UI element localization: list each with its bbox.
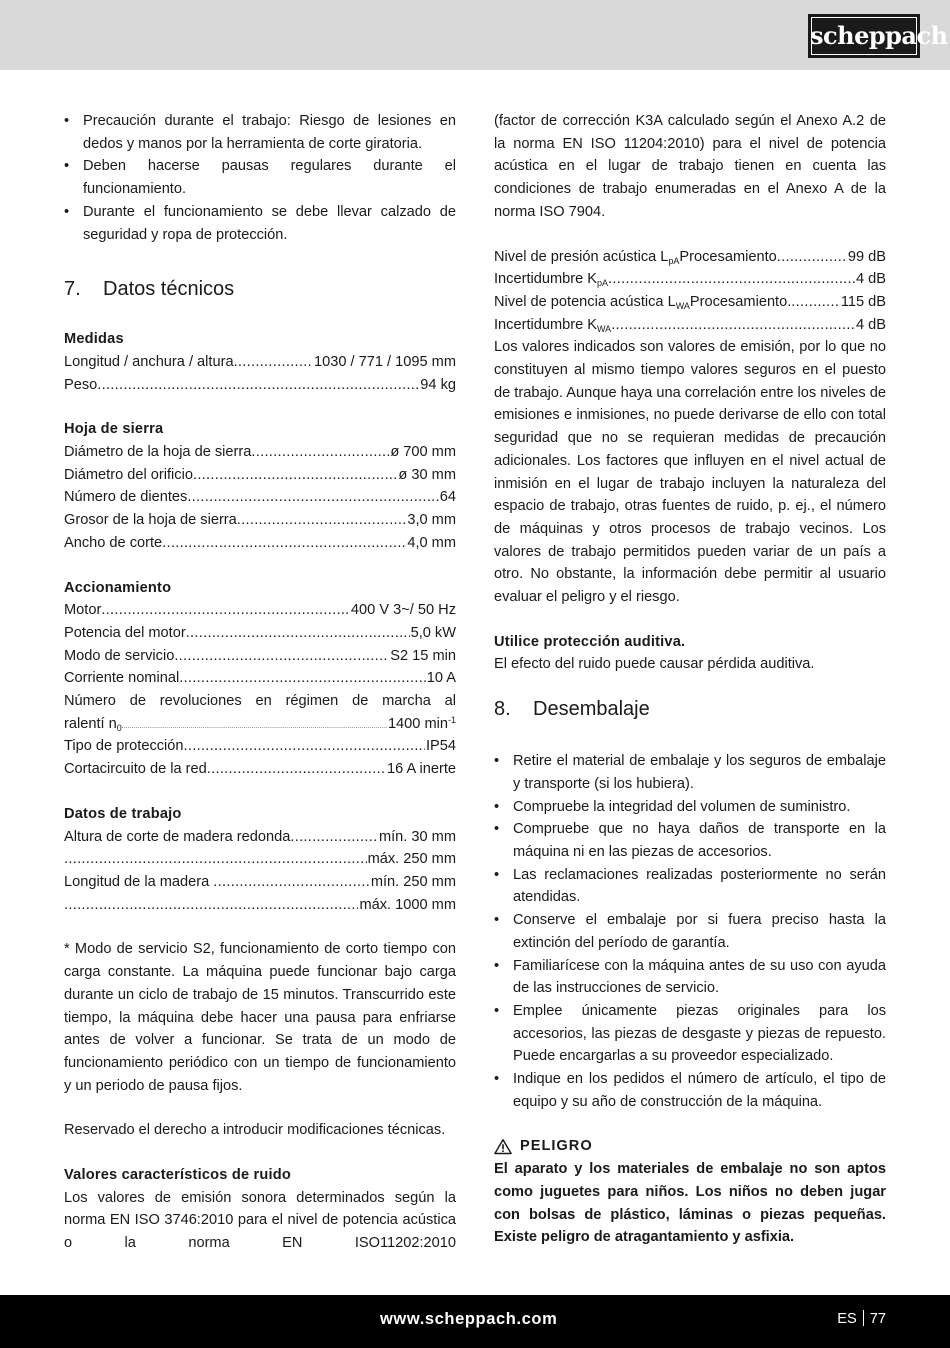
- spec-label: Diámetro de la hoja de sierra: [64, 444, 252, 461]
- spec-label: Tipo de protección: [64, 738, 184, 755]
- list-item: • Conserve el embalaje por si fuera preciso hasta la extinción del período de garantía.: [494, 909, 886, 954]
- spec-row: [64, 351, 456, 374]
- spec-value: S2 15 min: [390, 647, 456, 664]
- spec-label: Potencia del motor: [64, 624, 186, 641]
- spec-row: [64, 871, 456, 894]
- spec-value: ø 700 mm: [390, 444, 456, 461]
- spec-value: máx. 1000 mm: [359, 896, 456, 913]
- spec-value: ø 30 mm: [398, 466, 456, 483]
- list-item: • Durante el funcionamiento se debe llevar calzado de seguridad y ropa de protección.: [64, 201, 456, 246]
- spec-value: 400 V 3~/ 50 Hz: [350, 602, 456, 619]
- spec-value: 4 dB: [855, 271, 886, 288]
- list-item: • Familiarícese con la máquina antes de su uso con ayuda de las instrucciones de servicio.: [494, 955, 886, 1000]
- spec-label: Motor: [64, 602, 102, 619]
- list-item: • Emplee únicamente piezas originales para los accesorios, las piezas de desgaste y piezas de repuesto. Puede encargarlas a su proveedor especializado.: [494, 1000, 886, 1068]
- spec-label: Diámetro del orificio: [64, 466, 193, 483]
- warning-triangle-icon: [494, 1138, 512, 1155]
- spec-row: [64, 622, 456, 645]
- list-item: • Retire el material de embalaje y los seguros de embalaje y transporte (si los hubiera).: [494, 750, 886, 795]
- spec-label: Nivel de presión acústica $L_{pA}Procesamiento$: [494, 248, 777, 266]
- spec-value: 16 A inerte: [387, 761, 456, 778]
- noise-values: [494, 246, 886, 337]
- section-title: Datos técnicos: [103, 278, 235, 301]
- spec-value: 3,0 mm: [407, 512, 456, 529]
- spec-row: [64, 486, 456, 509]
- spec-label: Longitud / anchura / altura: [64, 353, 234, 370]
- section-title: Desembalaje: [533, 698, 650, 721]
- spec-row: [494, 314, 886, 337]
- spec-row-rpm: [64, 713, 456, 736]
- spec-label: Modo de servicio: [64, 647, 175, 664]
- intro-bullet-list: [64, 110, 456, 246]
- unpack-bullet-list: [494, 750, 886, 1113]
- danger-title: PELIGRO: [520, 1138, 593, 1155]
- hearing-title: Utilice protección auditiva.: [494, 633, 686, 650]
- rpm-label-line: Número de revoluciones en régimen de marcha al: [64, 693, 456, 710]
- spec-row: [64, 826, 456, 849]
- spec-row: [64, 735, 456, 758]
- spec-value: 94 kg: [420, 376, 456, 393]
- spec-row: [64, 509, 456, 532]
- spec-row: [64, 645, 456, 668]
- list-item: • Compruebe la integridad del volumen de suministro.: [494, 796, 886, 819]
- spec-value: 99 dB: [847, 248, 886, 265]
- spec-label: Ancho de corte: [64, 534, 163, 551]
- spec-label: Peso: [64, 376, 98, 393]
- spec-value: 1400 $\min^{-1}$: [387, 714, 456, 732]
- footer-bar: [0, 1295, 950, 1348]
- spec-value: 5,0 kW: [410, 624, 456, 641]
- list-item: • Precaución durante el trabajo: Riesgo de lesiones en dedos y manos por la herramienta de corte giratoria.: [64, 110, 456, 155]
- spec-label: Nivel de potencia acústica $L_{WA}Procesamiento$.: [494, 293, 792, 311]
- spec-row: [64, 532, 456, 555]
- spec-label: Número de dientes: [64, 489, 188, 506]
- reserved-note: Reservado el derecho a introducir modificaciones técnicas.: [64, 1122, 446, 1139]
- spec-row: [64, 374, 456, 397]
- ruido-title: Valores característicos de ruido: [64, 1167, 292, 1184]
- hoja-title: Hoja de sierra: [64, 421, 164, 438]
- danger-text: El aparato y los materiales de embalaje no son aptos como juguetes para niños. Los niños no deben jugar con bolsas de plástico, láminas o piezas pequeñas. Existe peligro de atragantamiento y asfixia.: [494, 1161, 886, 1246]
- list-item: • Deben hacerse pausas regulares durante el funcionamiento.: [64, 155, 456, 200]
- list-item: • Indique en los pedidos el número de artículo, el tipo de equipo y su año de construcción de la máquina.: [494, 1068, 886, 1113]
- spec-row: [64, 758, 456, 781]
- list-item: • Compruebe que no haya daños de transporte en la máquina ni en las piezas de accesorios.: [494, 818, 886, 863]
- section-8-heading: [494, 696, 886, 722]
- scheppach-logo: scheppach: [808, 14, 920, 58]
- section-number: 7.: [64, 278, 81, 301]
- spec-value: IP54: [425, 738, 456, 755]
- header-bar: [0, 0, 950, 70]
- spec-label: Longitud de la madera: [64, 873, 214, 890]
- spec-row: [494, 246, 886, 269]
- spec-label: Incertidumbre $K_{WA}$: [494, 316, 612, 334]
- danger-heading: [494, 1135, 886, 1158]
- spec-row: [64, 464, 456, 487]
- noise-continuation: (factor de corrección K3A calculado según el Anexo A.2 de la norma EN ISO 11204:2010) para el nivel de potencia acústica en el lugar de trabajo tienen en cuenta las condiciones de trabajo enumeradas en el Anexo A de la norma ISO 7904.: [494, 113, 886, 220]
- spec-row: [64, 848, 456, 871]
- left-column: [64, 110, 456, 1255]
- hearing-text: El efecto del ruido puede causar pérdida auditiva.: [494, 656, 815, 673]
- emission-text: Los valores indicados son valores de emisión, por lo que no constituyen al mismo tiempo valores seguros en el puesto de trabajo. Aunque haya una correlación entre los niveles de emisiones e inmisiones, no puede derivarse de ello con total seguridad que no se requieran medidas de precaución adicionales. Los factores que influyen en el nivel actual de inmisión en el lugar de trabajo incluyen la naturaleza del espacio de trabajo, otras fuentes de ruido, p. ej., el número de máquinas y otros procesos de trabajo vecinos. Los valores de trabajo permitidos pueden variar de un país a otro. No obstante, la información debe permitir al usuario evaluar el peligro y el riesgo.: [494, 339, 886, 606]
- spec-value: 4 dB: [855, 316, 886, 333]
- right-column: [494, 110, 886, 1249]
- spec-label: ralentí $n_0$: [64, 715, 122, 733]
- medidas-title: Medidas: [64, 331, 124, 348]
- spec-label: Incertidumbre $K_{pA}$: [494, 271, 609, 289]
- separator: [863, 1310, 864, 1326]
- list-item: • Las reclamaciones realizadas posteriormente no serán atendidas.: [494, 864, 886, 909]
- spec-row: [64, 599, 456, 622]
- spec-value: 64: [439, 489, 456, 506]
- spec-value: 10 A: [426, 670, 456, 687]
- spec-row: [64, 894, 456, 917]
- spec-value: mín. 30 mm: [378, 828, 456, 845]
- page-number: 77: [869, 1311, 886, 1327]
- spec-row: [64, 667, 456, 690]
- accionamiento-title: Accionamiento: [64, 579, 172, 596]
- spec-label: Grosor de la hoja de sierra: [64, 512, 237, 529]
- spec-label: Cortacircuito de la red: [64, 761, 207, 778]
- spec-value: 1030 / 771 / 1095 mm: [314, 353, 456, 370]
- s2-note: * Modo de servicio S2, funcionamiento de corto tiempo con carga constante. La máquina puede funcionar bajo carga durante un ciclo de trabajo de 15 minutos. Transcurrido este tiempo, la máquina debe hacer una pausa para enfriarse antes de volver a funcionar. Se trata de un modo de funcionamiento periódico con un tiempo de funcionamiento y un periodo de pausa fijos.: [64, 941, 456, 1094]
- spec-value: 4,0 mm: [407, 534, 456, 551]
- website-link[interactable]: www.scheppach.com: [380, 1310, 558, 1328]
- section-7-heading: [64, 276, 456, 302]
- spec-label: Corriente nominal: [64, 670, 180, 687]
- spec-value: mín. 250 mm: [370, 873, 456, 890]
- spec-row: [494, 291, 886, 314]
- spec-value: 115 dB: [840, 293, 886, 310]
- section-number: 8.: [494, 698, 511, 721]
- spec-row: [494, 268, 886, 291]
- page-info: [837, 1308, 886, 1331]
- ruido-text: Los valores de emisión sonora determinados según la norma EN ISO 3746:2010 para el nivel de potencia acústica o la norma EN ISO11202:2010: [64, 1189, 456, 1252]
- spec-row: [64, 441, 456, 464]
- spec-label: Altura de corte de madera redonda: [64, 828, 291, 845]
- language-code: ES: [837, 1311, 857, 1327]
- spec-value: máx. 250 mm: [367, 851, 456, 868]
- trabajo-title: Datos de trabajo: [64, 805, 182, 822]
